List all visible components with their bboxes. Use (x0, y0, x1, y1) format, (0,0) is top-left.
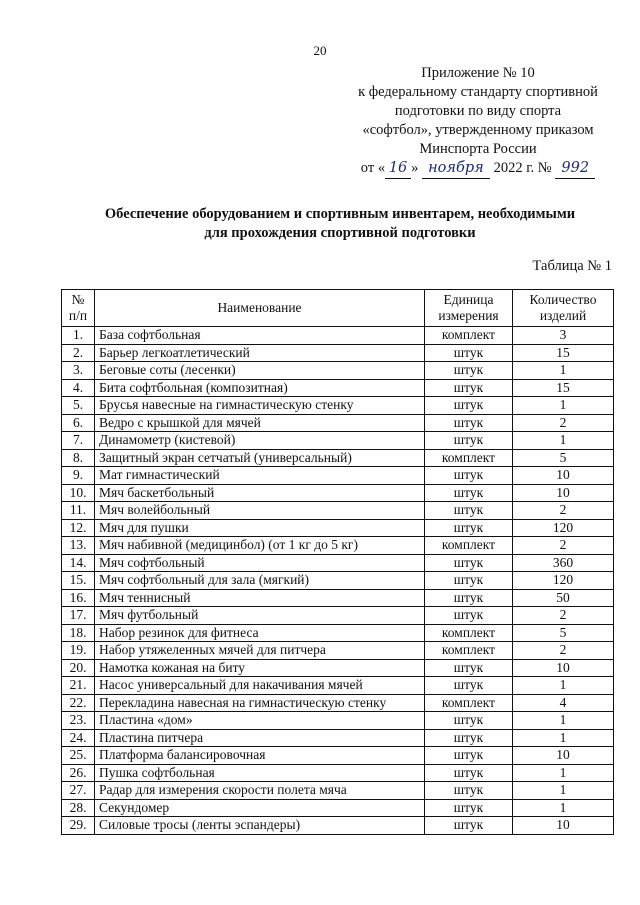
item-quantity: 10 (513, 659, 614, 677)
item-name: Мяч набивной (медицинбол) (от 1 кг до 5 кг) (95, 537, 425, 555)
handwritten-month: ноября (422, 159, 490, 179)
item-name: Мяч футбольный (95, 607, 425, 625)
item-unit: штук (425, 799, 513, 817)
table-row (62, 537, 614, 555)
row-number: 9. (62, 467, 95, 485)
header-num-line: п/п (68, 308, 88, 323)
item-name: Пластина «дом» (95, 712, 425, 730)
table-row (62, 572, 614, 590)
row-number: 6. (62, 414, 95, 432)
header-unit-line: Единица (443, 292, 494, 307)
item-quantity: 1 (513, 677, 614, 695)
table-row (62, 379, 614, 397)
header-unit (425, 290, 513, 327)
item-quantity: 2 (513, 642, 614, 660)
item-quantity: 5 (513, 624, 614, 642)
table-row (62, 344, 614, 362)
table-row (62, 327, 614, 345)
item-quantity: 2 (513, 537, 614, 555)
appendix-line: «софтбол», утвержденному приказом (362, 122, 594, 138)
item-unit: комплект (425, 449, 513, 467)
item-name: Мяч софтбольный для зала (мягкий) (95, 572, 425, 590)
table-row (62, 519, 614, 537)
item-unit: штук (425, 467, 513, 485)
appendix-line: подготовки по виду спорта (394, 103, 562, 119)
item-name: Мяч теннисный (95, 589, 425, 607)
item-quantity: 10 (513, 747, 614, 765)
row-number: 18. (62, 624, 95, 642)
row-number: 14. (62, 554, 95, 572)
item-quantity: 360 (513, 554, 614, 572)
table-row (62, 764, 614, 782)
item-quantity: 1 (513, 397, 614, 415)
table-row (62, 502, 614, 520)
header-qty-line: изделий (539, 308, 587, 323)
row-number: 15. (62, 572, 95, 590)
item-unit: штук (425, 764, 513, 782)
appendix-block (348, 64, 608, 179)
item-quantity: 120 (513, 572, 614, 590)
table-row (62, 659, 614, 677)
item-name: Намотка кожаная на биту (95, 659, 425, 677)
table-row (62, 554, 614, 572)
item-name: Мяч софтбольный (95, 554, 425, 572)
quote-open: « (377, 160, 386, 176)
item-unit: штук (425, 677, 513, 695)
row-number: 20. (62, 659, 95, 677)
item-quantity: 10 (513, 484, 614, 502)
header-name: Наименование (95, 290, 425, 327)
row-number: 23. (62, 712, 95, 730)
row-number: 21. (62, 677, 95, 695)
item-name: Мяч волейбольный (95, 502, 425, 520)
item-name: Пушка софтбольная (95, 764, 425, 782)
item-name: Секундомер (95, 799, 425, 817)
table-row (62, 642, 614, 660)
item-quantity: 2 (513, 414, 614, 432)
item-quantity: 120 (513, 519, 614, 537)
table-row (62, 624, 614, 642)
item-unit: штук (425, 519, 513, 537)
title-line: для прохождения спортивной подготовки (204, 225, 476, 241)
item-unit: штук (425, 502, 513, 520)
row-number: 28. (62, 799, 95, 817)
item-quantity: 15 (513, 379, 614, 397)
item-name: Мяч баскетбольный (95, 484, 425, 502)
table-row (62, 799, 614, 817)
item-quantity: 3 (513, 327, 614, 345)
item-unit: комплект (425, 327, 513, 345)
table-row (62, 694, 614, 712)
item-unit: комплект (425, 694, 513, 712)
item-unit: штук (425, 817, 513, 835)
item-quantity: 1 (513, 782, 614, 800)
title-line: Обеспечение оборудованием и спортивным инвентарем, необходимыми (104, 206, 576, 222)
header-num-line: № (71, 292, 85, 307)
item-unit: штук (425, 414, 513, 432)
item-unit: штук (425, 344, 513, 362)
item-name: Защитный экран сетчатый (универсальный) (95, 449, 425, 467)
item-quantity: 10 (513, 817, 614, 835)
item-name: Набор резинок для фитнеса (95, 624, 425, 642)
table-row (62, 782, 614, 800)
row-number: 12. (62, 519, 95, 537)
item-unit: комплект (425, 642, 513, 660)
item-unit: комплект (425, 537, 513, 555)
item-quantity: 1 (513, 799, 614, 817)
row-number: 26. (62, 764, 95, 782)
item-name: Барьер легкоатлетический (95, 344, 425, 362)
item-name: Динамометр (кистевой) (95, 432, 425, 450)
item-unit: штук (425, 782, 513, 800)
item-unit: штук (425, 729, 513, 747)
appendix-line: к федеральному стандарту спортивной (358, 84, 598, 100)
appendix-line: Приложение № 10 (421, 65, 535, 81)
item-quantity: 10 (513, 467, 614, 485)
item-name: Пластина питчера (95, 729, 425, 747)
row-number: 13. (62, 537, 95, 555)
row-number: 3. (62, 362, 95, 380)
row-number: 25. (62, 747, 95, 765)
item-name: База софтбольная (95, 327, 425, 345)
row-number: 17. (62, 607, 95, 625)
item-unit: штук (425, 589, 513, 607)
item-unit: штук (425, 712, 513, 730)
item-unit: штук (425, 379, 513, 397)
row-number: 29. (62, 817, 95, 835)
item-unit: штук (425, 432, 513, 450)
row-number: 5. (62, 397, 95, 415)
row-number: 8. (62, 449, 95, 467)
table-row (62, 607, 614, 625)
table-label: Таблица № 1 (532, 258, 612, 274)
header-qty (513, 290, 614, 327)
row-number: 19. (62, 642, 95, 660)
table-row (62, 484, 614, 502)
item-name: Ведро с крышкой для мячей (95, 414, 425, 432)
header-qty-line: Количество (529, 292, 597, 307)
table-row (62, 414, 614, 432)
table-row (62, 397, 614, 415)
header-num (62, 290, 95, 327)
equipment-table (61, 289, 614, 835)
item-quantity: 2 (513, 502, 614, 520)
item-name: Силовые тросы (ленты эспандеры) (95, 817, 425, 835)
header-unit-line: измерения (438, 308, 499, 323)
row-number: 2. (62, 344, 95, 362)
page-number: 20 (313, 43, 327, 58)
item-quantity: 5 (513, 449, 614, 467)
item-quantity: 1 (513, 432, 614, 450)
table-row (62, 449, 614, 467)
row-number: 7. (62, 432, 95, 450)
table-header-row (62, 290, 614, 327)
row-number: 22. (62, 694, 95, 712)
item-unit: штук (425, 747, 513, 765)
quote-close: » (411, 160, 419, 176)
item-unit: штук (425, 397, 513, 415)
appendix-line: Минспорта России (419, 141, 537, 157)
item-name: Набор утяжеленных мячей для питчера (95, 642, 425, 660)
item-quantity: 2 (513, 607, 614, 625)
document-title (60, 205, 620, 243)
table-row (62, 747, 614, 765)
item-name: Платформа балансировочная (95, 747, 425, 765)
item-unit: штук (425, 607, 513, 625)
handwritten-day: 16 (385, 159, 411, 179)
from-word: от (360, 160, 375, 176)
row-number: 27. (62, 782, 95, 800)
row-number: 24. (62, 729, 95, 747)
item-name: Радар для измерения скорости полета мяча (95, 782, 425, 800)
order-date-line (348, 159, 608, 179)
item-quantity: 4 (513, 694, 614, 712)
item-unit: штук (425, 572, 513, 590)
item-name: Бита софтбольная (композитная) (95, 379, 425, 397)
item-unit: штук (425, 362, 513, 380)
item-quantity: 1 (513, 712, 614, 730)
row-number: 1. (62, 327, 95, 345)
table-body (62, 327, 614, 835)
table-row (62, 712, 614, 730)
table-row (62, 729, 614, 747)
item-name: Брусья навесные на гимнастическую стенку (95, 397, 425, 415)
year-text: 2022 г. № (493, 160, 552, 176)
item-name: Беговые соты (лесенки) (95, 362, 425, 380)
item-quantity: 1 (513, 729, 614, 747)
item-quantity: 1 (513, 764, 614, 782)
table-row (62, 817, 614, 835)
item-quantity: 50 (513, 589, 614, 607)
item-quantity: 1 (513, 362, 614, 380)
table-row (62, 362, 614, 380)
table-row (62, 677, 614, 695)
table-row (62, 432, 614, 450)
table-row (62, 467, 614, 485)
item-unit: комплект (425, 624, 513, 642)
row-number: 10. (62, 484, 95, 502)
item-name: Насос универсальный для накачивания мячей (95, 677, 425, 695)
row-number: 16. (62, 589, 95, 607)
item-name: Перекладина навесная на гимнастическую стенку (95, 694, 425, 712)
handwritten-order-number: 992 (555, 159, 595, 179)
row-number: 4. (62, 379, 95, 397)
item-unit: штук (425, 659, 513, 677)
item-unit: штук (425, 484, 513, 502)
item-name: Мяч для пушки (95, 519, 425, 537)
item-unit: штук (425, 554, 513, 572)
item-name: Мат гимнастический (95, 467, 425, 485)
table-row (62, 589, 614, 607)
row-number: 11. (62, 502, 95, 520)
item-quantity: 15 (513, 344, 614, 362)
